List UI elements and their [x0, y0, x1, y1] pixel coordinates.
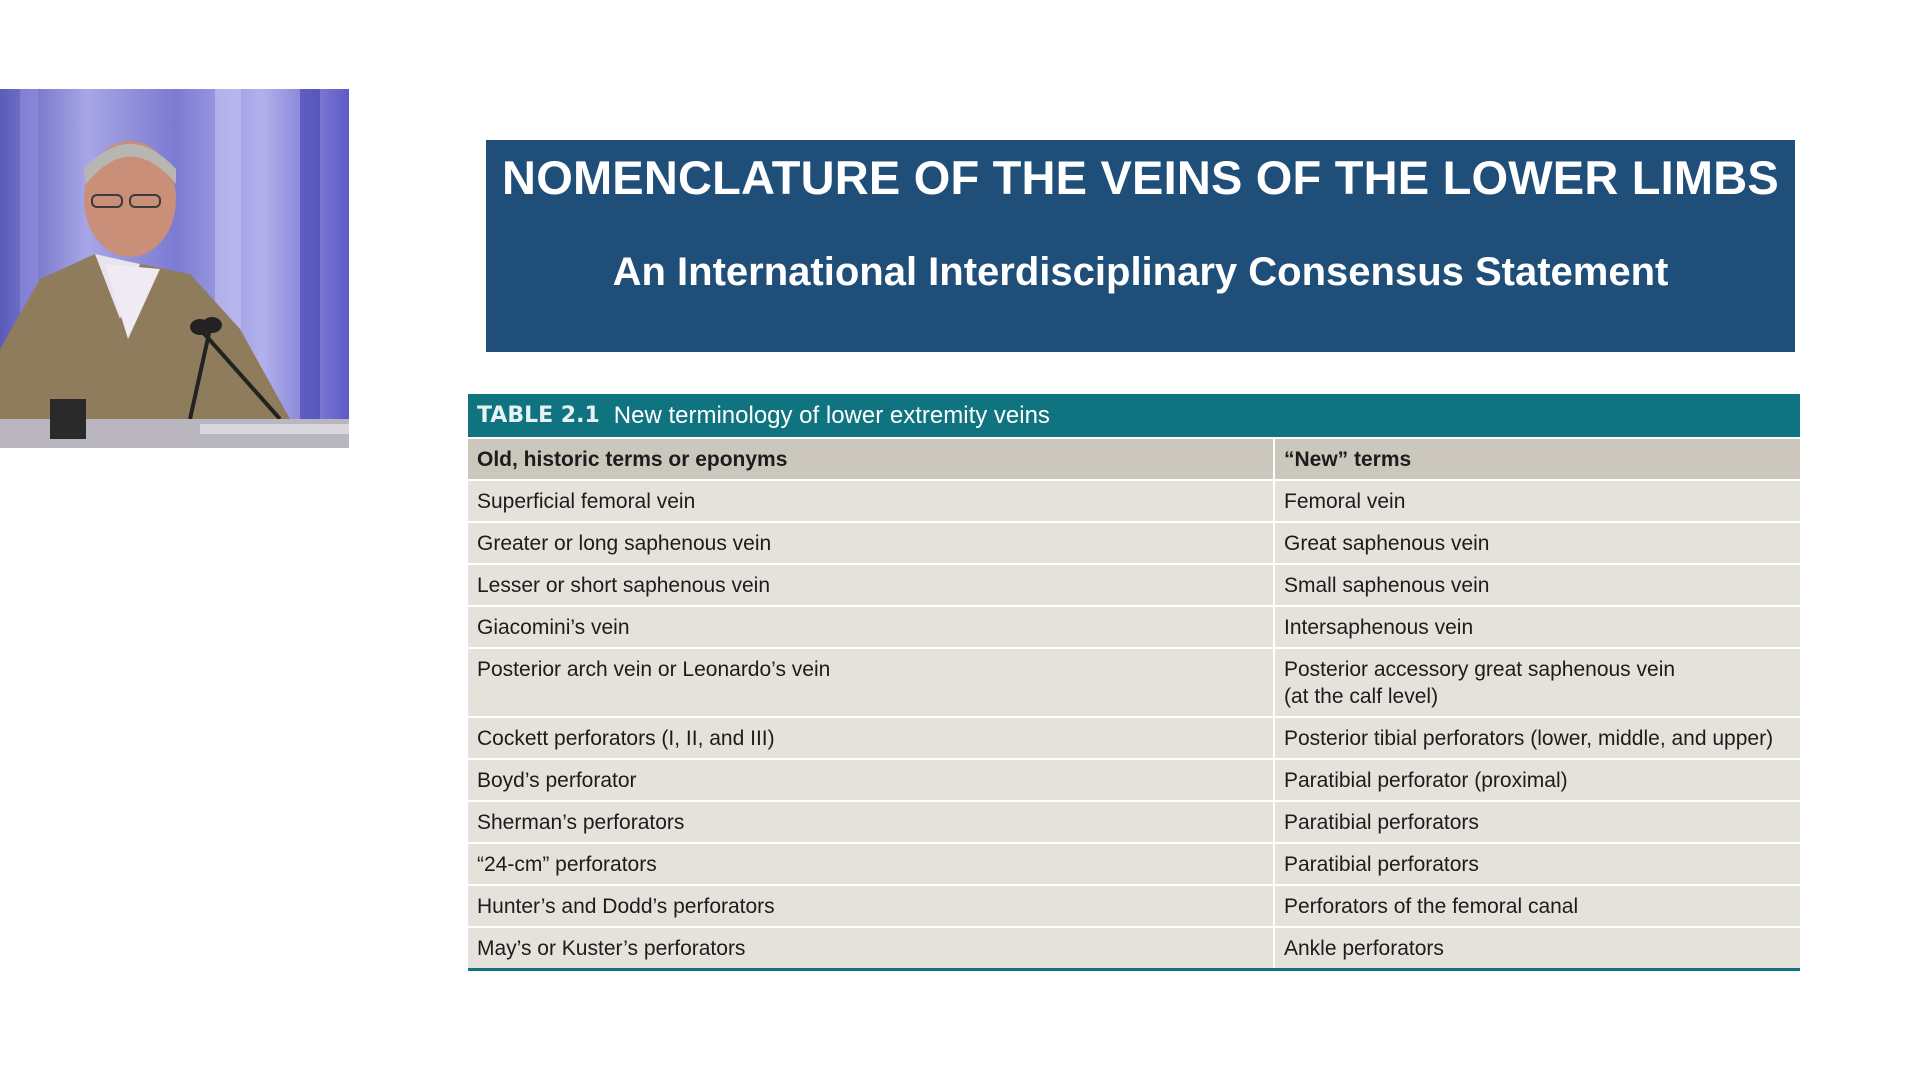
slide-title: NOMENCLATURE OF THE VEINS OF THE LOWER LIMBS	[502, 151, 1779, 204]
table-row	[468, 648, 1800, 717]
old-term-cell: Posterior arch vein or Leonardo’s vein	[468, 648, 1274, 717]
old-term-cell: May’s or Kuster’s perforators	[468, 927, 1274, 970]
new-term-cell	[1274, 606, 1800, 648]
new-term-line: Paratibial perforators	[1284, 811, 1479, 834]
table-row	[468, 843, 1800, 885]
new-term-line: Paratibial perforators	[1284, 853, 1479, 876]
table-row	[468, 759, 1800, 801]
new-term-cell	[1274, 522, 1800, 564]
new-term-line: Posterior accessory great saphenous vein	[1284, 658, 1676, 681]
new-term-cell	[1274, 885, 1800, 927]
new-term-cell	[1274, 801, 1800, 843]
new-term-line: Intersaphenous vein	[1284, 616, 1474, 639]
new-term-line: Ankle perforators	[1284, 937, 1444, 960]
new-term-line: Femoral vein	[1284, 490, 1406, 513]
old-term-cell: Boyd’s perforator	[468, 759, 1274, 801]
table-caption-text: New terminology of lower extremity veins	[613, 401, 1050, 429]
new-term-line: Posterior tibial perforators (lower, middle, and upper)	[1284, 727, 1774, 750]
new-term-cell	[1274, 843, 1800, 885]
new-term-cell	[1274, 480, 1800, 522]
title-banner	[486, 140, 1795, 352]
new-term-line: Small saphenous vein	[1284, 574, 1490, 597]
old-term-cell: Superficial femoral vein	[468, 480, 1274, 522]
column-header-new: “New” terms	[1274, 438, 1800, 480]
new-term-cell	[1274, 564, 1800, 606]
new-term-line: Great saphenous vein	[1284, 532, 1490, 555]
old-term-cell: Hunter’s and Dodd’s perforators	[468, 885, 1274, 927]
terminology-table	[468, 394, 1800, 971]
new-term-cell	[1274, 717, 1800, 759]
new-term-cell	[1274, 648, 1800, 717]
new-term-line: Perforators of the femoral canal	[1284, 895, 1579, 918]
new-term-line: Paratibial perforator (proximal)	[1284, 769, 1568, 792]
old-term-cell: “24-cm” perforators	[468, 843, 1274, 885]
table-row	[468, 480, 1800, 522]
table-row	[468, 801, 1800, 843]
table-row	[468, 927, 1800, 970]
old-term-cell: Cockett perforators (I, II, and III)	[468, 717, 1274, 759]
new-term-cell	[1274, 759, 1800, 801]
table-header-row	[468, 438, 1800, 480]
table-caption-number: TABLE 2.1	[477, 403, 600, 428]
column-header-old: Old, historic terms or eponyms	[468, 438, 1274, 480]
old-term-cell: Giacomini’s vein	[468, 606, 1274, 648]
table-row	[468, 885, 1800, 927]
table-caption	[468, 394, 1800, 437]
new-term-line: (at the calf level)	[1284, 685, 1439, 708]
table-row	[468, 717, 1800, 759]
table-row	[468, 564, 1800, 606]
table-row	[468, 522, 1800, 564]
old-term-cell: Sherman’s perforators	[468, 801, 1274, 843]
slide-subtitle: An International Interdisciplinary Consensus Statement	[612, 250, 1669, 294]
table-row	[468, 606, 1800, 648]
old-term-cell: Greater or long saphenous vein	[468, 522, 1274, 564]
old-term-cell: Lesser or short saphenous vein	[468, 564, 1274, 606]
terms-table	[468, 437, 1800, 971]
new-term-cell	[1274, 927, 1800, 970]
presenter-video	[0, 89, 349, 448]
